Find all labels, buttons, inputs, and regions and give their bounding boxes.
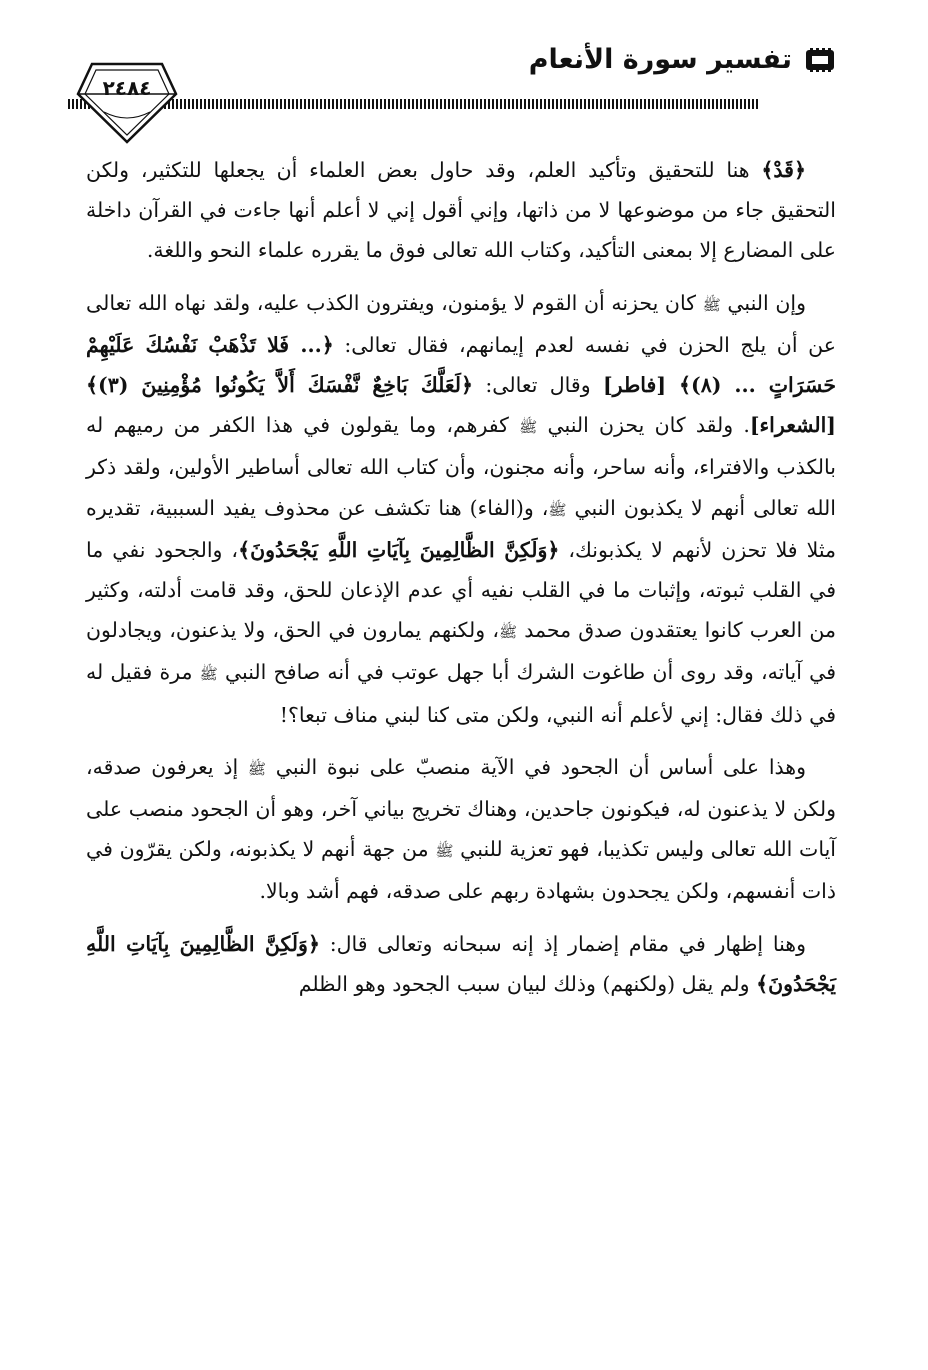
text-segment: إذ يعرفون صدقه، ولكن لا يذعنون له، فيكونون جاحدين، وهناك تخريج بياني آخر، وهو أن الجحود منصب على آيات الله تعالى وليس تكذيبا، فهو تعزية للنبي [86, 754, 836, 862]
text-segment: هنا للتحقيق وتأكيد العلم، وقد حاول بعض العلماء أن يجعلها للتكثير، ولكن التحقيق جاء من موضوعها لا من ذاتها، وإني أقول إني لا أعلم أنها جاءت في القرآن داخلة على المضارع إلا بمعنى التأكيد، وكتاب الله تعالى فوق ما يقرره علماء النحو واللغة. [86, 158, 836, 263]
page-number-badge [74, 60, 180, 146]
quran-verse: ﴿قَدْ﴾ [761, 158, 806, 182]
quran-verse: ﴿لَعَلَّكَ بَاخِعٌ نَّفْسَكَ أَلاَّ يَكُونُوا مُؤْمِنِينَ (٣)﴾ [الشعراء] [86, 373, 837, 438]
quran-verse: ﴿... فَلا تَذْهَبْ نَفْسُكَ عَلَيْهِمْ حَسَرَاتٍ ... (٨)﴾ [فاطر] [86, 332, 836, 398]
quran-verse: ﴿وَلَكِنَّ الظَّالِمِينَ بِآيَاتِ اللَّهِ يَجْحَدُونَ﴾ [238, 537, 560, 562]
text-segment: وإن النبي [720, 290, 806, 315]
salawat-ligature: ﷺ [435, 842, 454, 861]
paragraph [86, 283, 836, 735]
text-segment: . ولقد كان يحزن النبي [537, 413, 750, 438]
text-segment: وقال تعالى: [473, 373, 603, 398]
salawat-ligature: ﷺ [548, 500, 567, 519]
text-segment: وهنا إظهار في مقام إضمار إذ إنه سبحانه وتعالى قال: [319, 931, 806, 956]
body-text [86, 150, 836, 1004]
text-segment: ، والجحود نفي ما في القلب ثبوته، وإثبات ما في القلب نفيه أي عدم الإذعان للحق، وقد قامت أدلته، وكثير من العرب كانوا يعتقدون صدق محمد [86, 537, 836, 643]
salawat-ligature: ﷺ [498, 623, 518, 642]
text-segment: كان يحزنه أن القوم لا يؤمنون، ويفترون الكذب عليه، ولقد نهاه الله تعالى عن أن يلج الحزن في نفسه لعدم إيمانهم، فقال تعالى: [86, 290, 836, 357]
text-segment: مرة فقيل له في ذلك فقال: إني لأعلم أنه النبي، ولكن متى كنا لبني مناف تبعا؟! [86, 660, 836, 727]
text-segment: ولم يقل (ولكنهم) وذلك لبيان سبب الجحود وهو الظلم [298, 971, 757, 996]
salawat-ligature: ﷺ [702, 295, 721, 314]
text-segment: من جهة أنهم لا يكذبونه، ولكن يقرّون في ذات أنفسهم، ولكن يجحدون بشهادة ربهم على صدقه، فهم أشد وبالا. [86, 837, 836, 904]
text-segment: ، ولكنهم يمارون في الحق، ولا يذعنون، ويجادلون في آياته، وقد روى أن طاغوت الشرك أبا جهل عوتب في أنه صافح النبي [86, 618, 836, 685]
salawat-ligature: ﷺ [199, 665, 218, 684]
text-segment: وهذا على أساس أن الجحود في الآية منصبّ على نبوة النبي [266, 754, 806, 779]
text-segment: ، و(الفاء) هنا تكشف عن محذوف يفيد السببية، تقديره مثلا فلا تحزن لأنهم لا يكذبونك، [86, 495, 837, 562]
header-title: تفسير سورة الأنعام [528, 44, 792, 75]
salawat-ligature: ﷺ [519, 418, 538, 437]
paragraph [86, 747, 836, 912]
paragraph [86, 150, 836, 271]
salawat-ligature: ﷺ [247, 759, 267, 778]
quran-verse: ﴿وَلَكِنَّ الظَّالِمِينَ بِآيَاتِ اللَّهِ يَجْحَدُونَ﴾ [86, 931, 836, 996]
page-number: ٢٤٨٤ [102, 76, 152, 100]
paragraph [86, 924, 836, 1004]
ornament-icon [804, 46, 836, 74]
page-header [0, 0, 928, 150]
text-segment: كفرهم، وما يقولون في هذا الكفر من رميهم له بالكذب والافتراء، وأنه ساحر، وأنه مجنون، وأن كتاب الله تعالى أساطير الأولين، ولقد ذكر الله تعالى أنهم لا يكذبون النبي [86, 413, 836, 520]
